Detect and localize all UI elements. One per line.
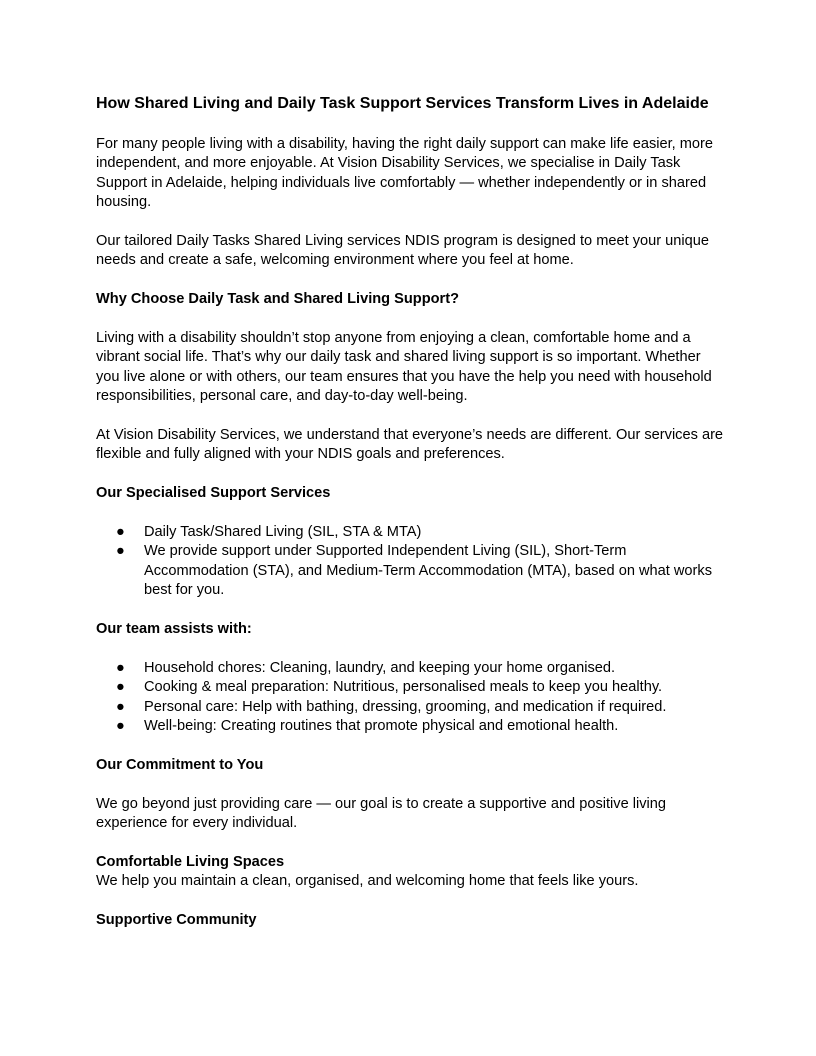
document-page xyxy=(96,93,726,950)
list-item xyxy=(96,678,726,697)
document-title: How Shared Living and Daily Task Support Services Transform Lives in Adelaide xyxy=(96,95,709,112)
bullet-icon: ● xyxy=(116,698,125,715)
living-spaces-paragraph: We help you maintain a clean, organised, and welcoming home that feels like yours. xyxy=(96,873,639,890)
team-assists-list xyxy=(96,659,726,737)
list-item-text: Cooking & meal preparation: Nutritious, personalised meals to keep you healthy. xyxy=(144,679,663,696)
list-item xyxy=(96,717,726,736)
list-item-text: Household chores: Cleaning, laundry, and keeping your home organised. xyxy=(144,659,616,676)
why-choose-paragraph-1: Living with a disability shouldn’t stop anyone from enjoying a clean, comfortable home and a vibrant social life. That’s why our daily task and shared living support is so important. Whether you live alone or with others, our team ensures that you have the help you need with household responsibilities, personal care, and day-to-day well-being. xyxy=(96,330,712,405)
list-item xyxy=(96,659,726,678)
list-item xyxy=(96,542,726,600)
commitment-paragraph: We go beyond just providing care — our goal is to create a supportive and positive living experience for every individual. xyxy=(96,795,667,832)
why-choose-paragraph-2: At Vision Disability Services, we understand that everyone’s needs are different. Our services are flexible and fully aligned with your NDIS goals and preferences. xyxy=(96,427,724,463)
bullet-icon: ● xyxy=(116,679,125,696)
list-item-text: Personal care: Help with bathing, dressing, grooming, and medication if required. xyxy=(144,698,667,715)
commitment-heading: Our Commitment to You xyxy=(96,756,264,773)
list-item-text: We provide support under Supported Independent Living (SIL), Short-Term Accommodation (STA), and Medium-Term Accommodation (MTA), based on what works best for you. xyxy=(144,543,712,599)
bullet-icon: ● xyxy=(116,524,125,541)
intro-paragraph-1: For many people living with a disability, having the right daily support can make life easier, more independent, and more enjoyable. At Vision Disability Services, we specialise in Daily Task Support in Adelaide, helping individuals live comfortably — whether independently or in shared housing. xyxy=(96,136,714,211)
list-item-text: Well-being: Creating routines that promote physical and emotional health. xyxy=(144,718,619,735)
why-choose-heading: Why Choose Daily Task and Shared Living Support? xyxy=(96,291,459,308)
team-assists-heading: Our team assists with: xyxy=(96,621,252,638)
specialised-services-list xyxy=(96,523,726,601)
list-item xyxy=(96,698,726,717)
supportive-community-heading: Supportive Community xyxy=(96,912,257,929)
bullet-icon: ● xyxy=(116,718,125,735)
bullet-icon: ● xyxy=(116,659,125,676)
list-item-text: Daily Task/Shared Living (SIL, STA & MTA) xyxy=(144,524,422,541)
specialised-services-heading: Our Specialised Support Services xyxy=(96,485,331,502)
bullet-icon: ● xyxy=(116,543,125,560)
list-item xyxy=(96,523,726,542)
living-spaces-heading: Comfortable Living Spaces xyxy=(96,853,285,870)
intro-paragraph-2: Our tailored Daily Tasks Shared Living services NDIS program is designed to meet your unique needs and create a safe, welcoming environment where you feel at home. xyxy=(96,233,709,269)
